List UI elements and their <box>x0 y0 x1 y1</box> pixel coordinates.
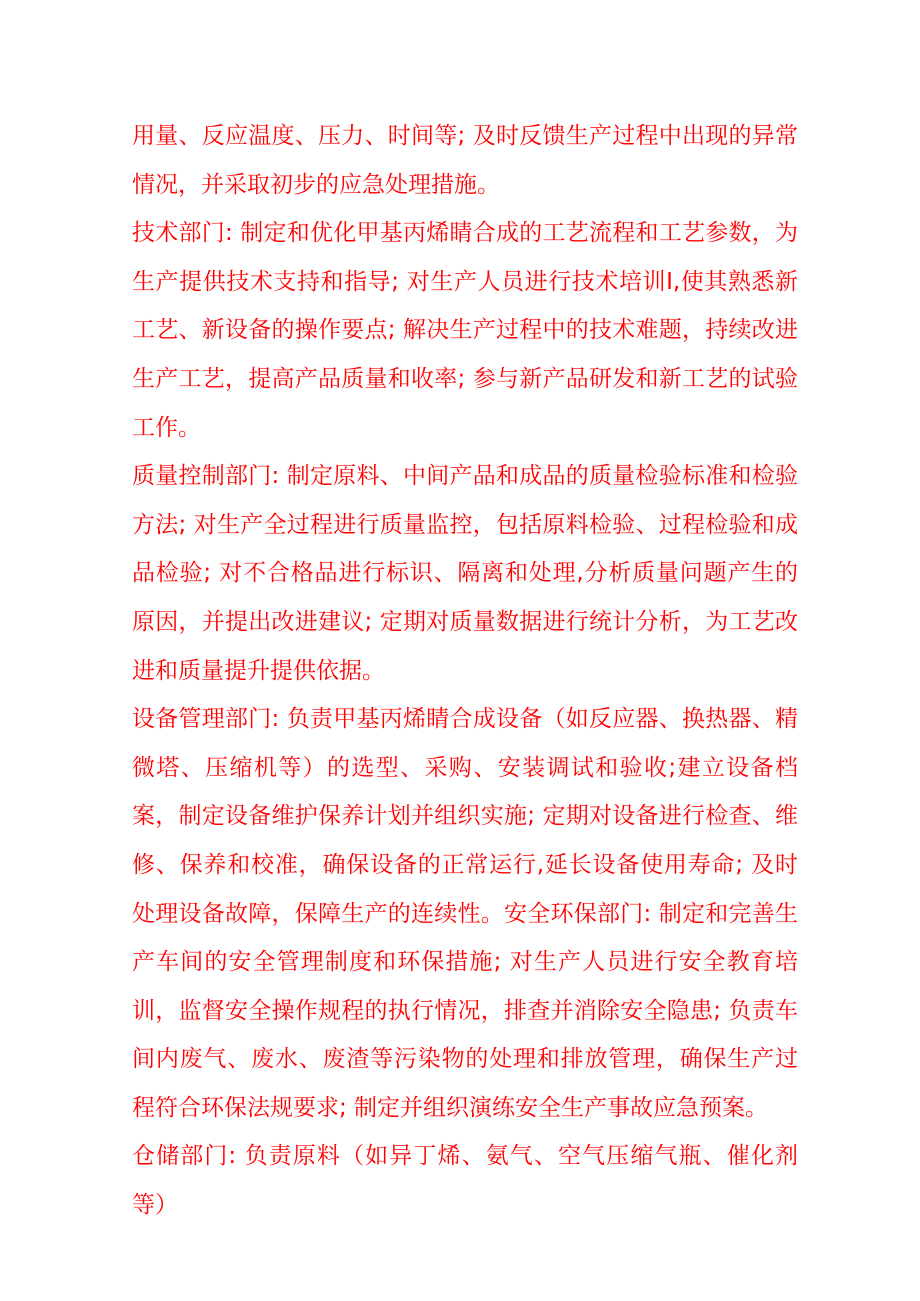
document-body <box>132 112 798 1230</box>
paragraph-warehouse-department: 仓储部门: 负责原料（如异丁烯、氨气、空气压缩气瓶、催化剂等） <box>132 1143 798 1219</box>
paragraph-quality-control-department: 质量控制部门: 制定原料、中间产品和成品的质量检验标准和检验方法; 对生产全过程进行质量监控，包括原料检验、过程检验和成品检验; 对不合格品进行标识、隔离和处理,分析质量问题产生的原因，并提出改进建议; 定期对质量数据进行统计分析，为工艺改进和质量提升提供依据。 <box>132 463 798 684</box>
paragraph-production-continued: 用量、反应温度、压力、时间等; 及时反馈生产过程中出现的异常情况，并采取初步的应急处理措施。 <box>132 123 798 198</box>
paragraph-technical-department: 技术部门: 制定和优化甲基丙烯睛合成的工艺流程和工艺参数，为生产提供技术支持和指导; 对生产人员进行技术培训I,使其熟悉新工艺、新设备的操作要点; 解决生产过程中的技术难题，持续改进生产工艺，提高产品质量和收率; 参与新产品研发和新工艺的试验工作。 <box>132 220 798 441</box>
paragraph-equipment-and-safety-departments: 设备管理部门: 负责甲基丙烯睛合成设备（如反应器、换热器、精微塔、压缩机等）的选型、采购、安装调试和验收;建立设备档案，制定设备维护保养计划并组织实施; 定期对设备进行检查、维修、保养和校准，确保设备的正常运行,延长设备使用寿命; 及时处理设备故障，保障生产的连续性。安全环保部门: 制定和完善生产车间的安全管理制度和环保措施; 对生产人员进行安全教育培训，监督安全操作规程的执行情况，排查并消除安全隐患; 负责车间内废气、废水、废渣等污染物的处理和排放管理，确保生产过程符合环保法规要求; 制定并组织演练安全生产事故应急预案。 <box>132 706 798 1121</box>
